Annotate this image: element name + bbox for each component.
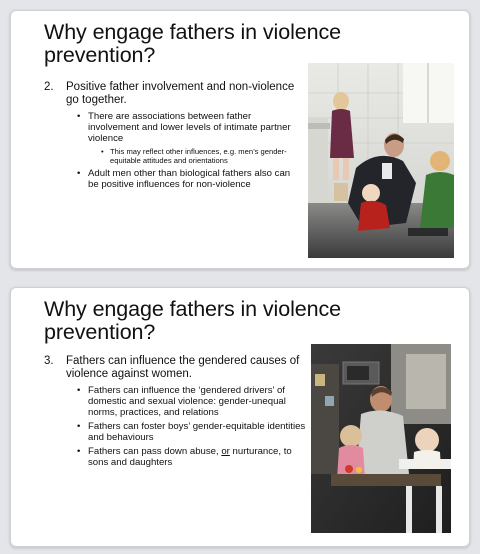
bullet-text-underlined: or (221, 446, 230, 457)
main-point (44, 355, 308, 381)
father-feeding-children-kitchen-photo (311, 344, 451, 533)
bullet-glyph: • (77, 385, 81, 396)
bullet-text-before: Fathers can pass down abuse, (88, 446, 222, 457)
bullet-item (44, 446, 308, 468)
slide-body (44, 81, 300, 193)
sub-bullet-item (44, 147, 300, 165)
slide-title: Why engage fathers in violence prevention? (44, 20, 341, 67)
point-text: Fathers can influence the gendered causes of violence against women. (66, 355, 300, 380)
bullet-item (44, 421, 308, 443)
point-number: 2. (44, 81, 54, 93)
point-text: Positive father involvement and non-violence go together. (66, 81, 295, 106)
bullet-text: Fathers can influence the ‘gendered drivers’ of domestic and sexual violence: gender-unequal norms, practices, and relations (88, 385, 286, 418)
point-number: 3. (44, 355, 54, 367)
bullet-item (44, 385, 308, 418)
bullet-text-after: nurturance, to sons and daughters (88, 446, 292, 468)
bullet-glyph: • (77, 446, 81, 457)
slide-2 (10, 287, 470, 547)
bullet-glyph: • (77, 111, 81, 122)
slide-1 (10, 10, 470, 269)
bullet-glyph: • (77, 421, 81, 432)
sub-bullet-text: This may reflect other influences, e.g. men’s gender-equitable attitudes and orientations (110, 147, 287, 165)
slide-title: Why engage fathers in violence prevention? (44, 297, 341, 344)
bullet-text: Adult men other than biological fathers also can be positive influences for non-violence (88, 168, 291, 190)
bullet-text: There are associations between father involvement and lower levels of intimate partner violence (88, 111, 291, 144)
father-with-children-bathroom-photo (308, 63, 454, 258)
bullet-glyph: • (101, 147, 104, 156)
bullet-item (44, 168, 300, 190)
bullet-item (44, 111, 300, 144)
bullet-glyph: • (77, 168, 81, 179)
slide-body (44, 355, 308, 471)
bullet-text: Fathers can foster boys’ gender-equitable identities and behaviours (88, 421, 306, 443)
main-point (44, 81, 300, 107)
